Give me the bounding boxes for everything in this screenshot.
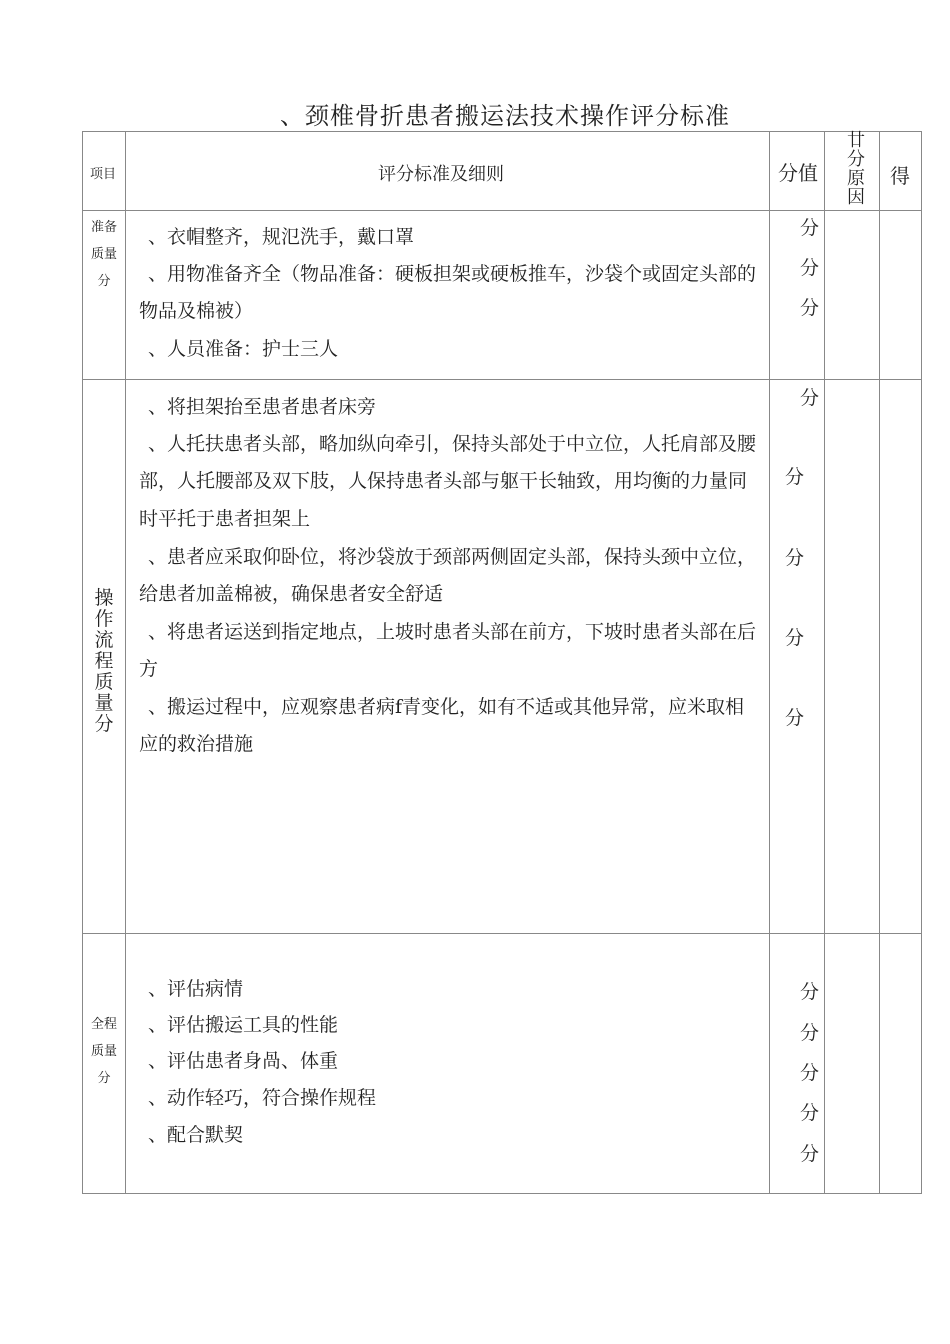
table-border-bottom [82,1193,922,1194]
column-divider [824,131,825,1194]
criteria-line: 、人托扶患者头部，略加纵向牵引，保持头部处于中立位，人托肩部及腰 [148,433,757,455]
section-label-line: 分 [97,1071,111,1086]
section-label-char: 操 [94,587,114,609]
header-criteria: 评分标准及细则 [378,164,504,185]
score-value: 分 [800,257,820,279]
score-value: 分 [800,297,820,319]
criteria-line: 、将担架抬至患者患者床旁 [148,396,377,418]
section-label-char: 流 [94,629,114,651]
header-score: 分值 [778,161,818,185]
criteria-line: 、患者应采取仰卧位，将沙袋放于颈部两侧固定头部，保持头颈中立位， [148,546,757,568]
score-value: 分 [800,1062,820,1084]
score-value: 分 [800,1102,820,1124]
score-value: 分 [800,217,820,239]
section-label-char: 作 [94,608,114,630]
score-value: 分 [800,1143,820,1165]
criteria-line: 、人员准备：护士三人 [148,338,339,360]
section-label-line: 质量 [90,1044,117,1059]
criteria-line: 、动作轻巧，符合操作规程 [148,1087,377,1109]
table-border-right [921,131,922,1194]
section-label-char: 程 [94,650,114,672]
column-divider [879,131,880,1194]
table-border-top [82,131,922,132]
criteria-line: 、评估搬运工具的性能 [148,1014,339,1036]
score-value: 分 [800,1022,820,1044]
column-divider [769,131,770,1194]
criteria-line: 时平托于患者担架上 [139,508,311,530]
section-label-line: 分 [97,274,111,289]
criteria-line: 方 [139,658,159,680]
header-item: 项目 [90,167,117,182]
score-value: 分 [800,387,820,409]
row-divider [82,379,922,380]
criteria-line: 物品及棉被） [139,300,254,322]
score-value: 分 [785,627,805,649]
criteria-line: 部，人托腰部及双下肢，人保持患者头部与躯干长轴致，用均衡的力量同 [139,470,748,492]
section-label-char: 量 [94,692,114,714]
criteria-line: 给患者加盖棉被，确保患者安全舒适 [139,583,444,605]
section-label-line: 全程 [90,1017,117,1032]
section-label-line: 质量 [90,247,117,262]
section-label-line: 准备 [90,220,117,235]
header-deduct-char: 分 [847,149,865,170]
document-title: 、颈椎骨折患者搬运法技术操作评分标准 [280,102,730,130]
column-divider [125,131,126,1194]
score-value: 分 [785,707,805,729]
score-value: 分 [785,466,805,488]
header-deduct-char: 廿 [847,130,865,151]
criteria-line: 、搬运过程中，应观察患者病f青变化，如有不适或其他异常，应米取相 [148,696,745,718]
section-label-char: 分 [94,713,114,735]
header-get: 得 [890,164,910,188]
criteria-line: 、用物准备齐全（物品准备：硬板担架或硬板推车，沙袋个或固定头部的 [148,263,757,285]
header-deduct-char: 因 [847,187,865,208]
score-value: 分 [785,547,805,569]
criteria-line: 、衣帽整齐，规氾洗手，戴口罩 [148,226,415,248]
criteria-line: 、配合默契 [148,1124,244,1146]
criteria-line: 、将患者运送到指定地点，上坡时患者头部在前方，下坡时患者头部在后 [148,621,757,643]
criteria-line: 、评估病情 [148,978,244,1000]
section-label-char: 质 [94,671,114,693]
section-label-prep [83,214,125,295]
section-label-overall [83,1011,125,1092]
section-label-process [89,588,119,735]
row-divider [82,933,922,934]
criteria-line: 、评估患者身咼、体重 [148,1050,339,1072]
criteria-line: 应的救治措施 [139,733,254,755]
header-deduct-reason [844,131,868,207]
row-divider [82,210,922,211]
header-deduct-char: 原 [847,168,865,189]
score-value: 分 [800,981,820,1003]
